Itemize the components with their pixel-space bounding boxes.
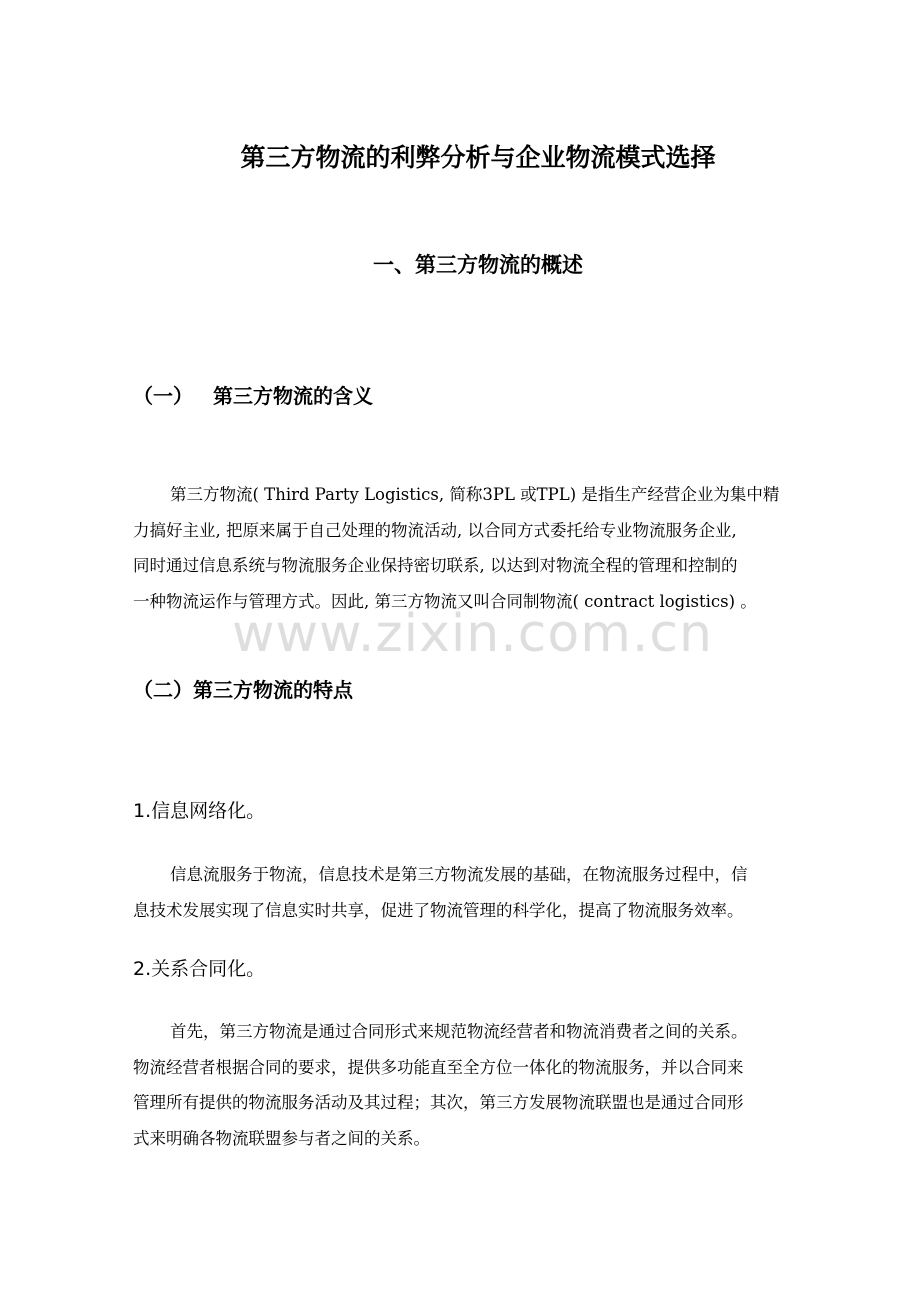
item-heading-2: 2.关系合同化。 (133, 958, 266, 980)
item-heading-1: 1.信息网络化。 (133, 800, 266, 822)
paragraph-line: 同时通过信息系统与物流服务企业保持密切联系, 以达到对物流全程的管理和控制的 (133, 556, 738, 575)
paragraph-line: 第三方物流( Third Party Logistics, 简称3PL 或TPL) 是指生产经营企业为集中精 (170, 485, 780, 504)
subsection-heading-1 (133, 381, 373, 411)
paragraph-info-network (133, 857, 833, 928)
paragraph-line: 首先，第三方物流是通过合同形式来规范物流经营者和物流消费者之间的关系。 (170, 1022, 748, 1041)
watermark: www.zixin.com.cn (232, 604, 713, 664)
paragraph-contract-relation (133, 1014, 833, 1156)
paragraph-line: 管理所有提供的物流服务活动及其过程；其次，第三方发展物流联盟也是通过合同形 (133, 1093, 744, 1112)
paragraph-line: 物流经营者根据合同的要求，提供多功能直至全方位一体化的物流服务，并以合同来 (133, 1057, 744, 1077)
paragraph-line: 力搞好主业, 把原来属于自己处理的物流活动, 以合同方式委托给专业物流服务企业, (133, 520, 737, 540)
subsection-title: 第三方物流的含义 (213, 384, 373, 408)
subsection-heading-2: （二）第三方物流的特点 (133, 678, 353, 702)
paragraph-line: 一种物流运作与管理方式。因此, 第三方物流又叫合同制物流( contract logistics) 。 (133, 591, 757, 611)
subsection-number: （一） (133, 384, 193, 408)
paragraph-definition (133, 477, 833, 619)
paragraph-line: 式来明确各物流联盟参与者之间的关系。 (133, 1128, 430, 1148)
section-heading: 一、第三方物流的概述 (373, 253, 583, 277)
paragraph-line: 息技术发展实现了信息实时共享，促进了物流管理的科学化，提高了物流服务效率。 (133, 900, 744, 920)
paragraph-line: 信息流服务于物流，信息技术是第三方物流发展的基础，在物流服务过程中，信 (170, 865, 748, 884)
document-title: 第三方物流的利弊分析与企业物流模式选择 (240, 143, 716, 172)
